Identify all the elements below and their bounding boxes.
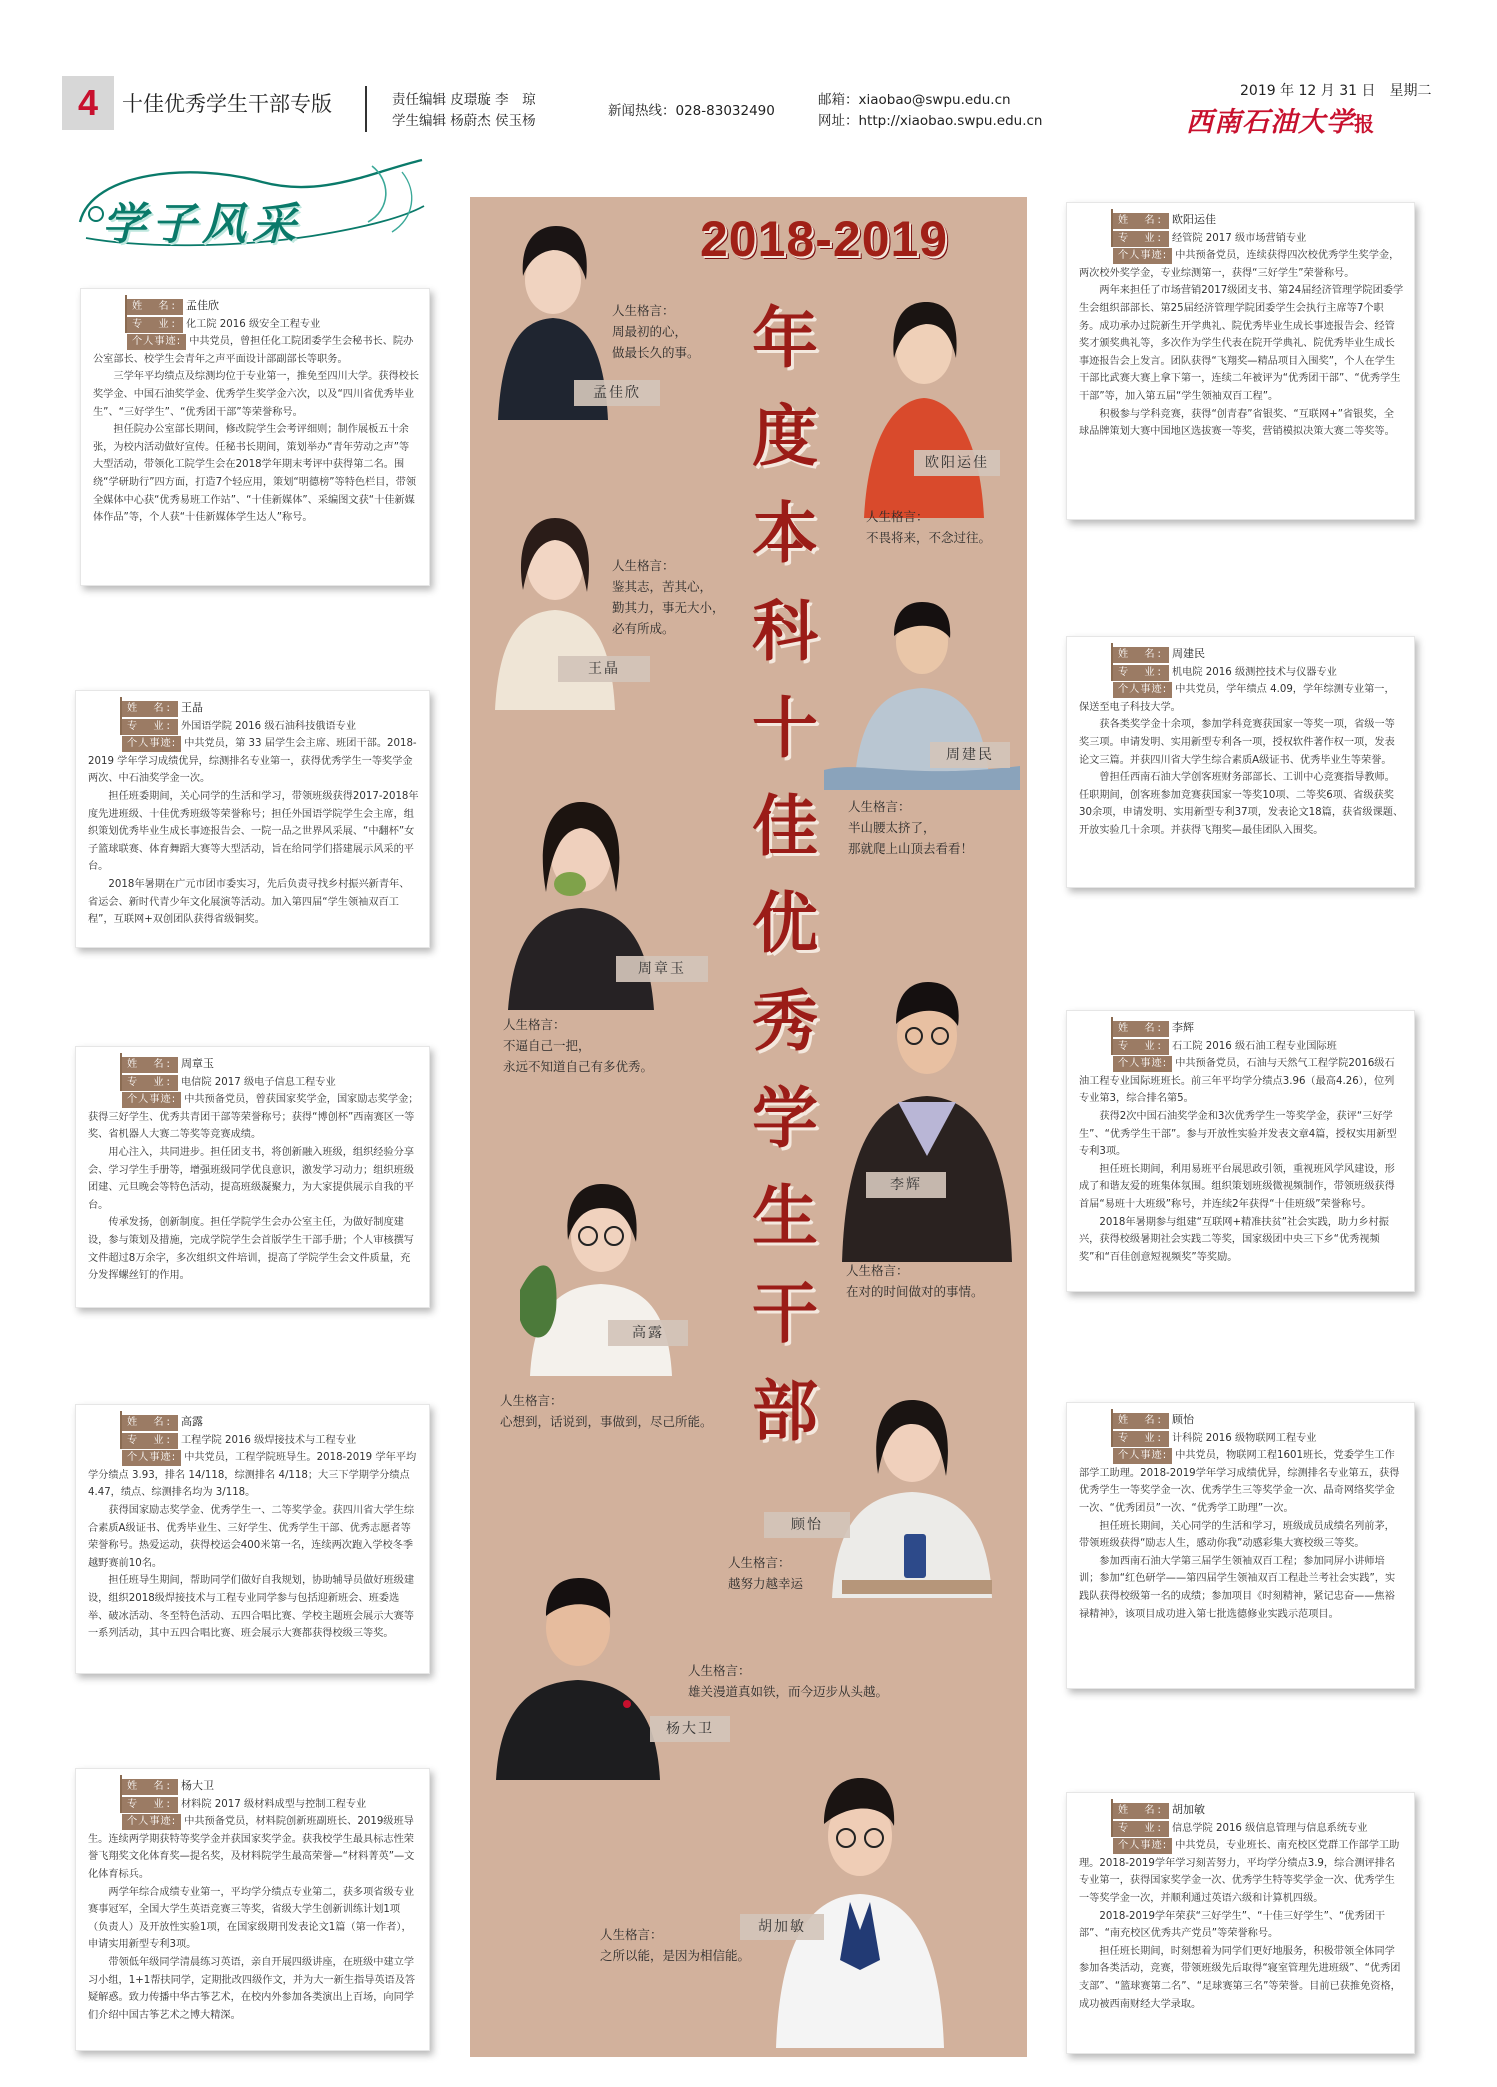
name-row [1079,211,1404,230]
profile-card [1066,1792,1415,2054]
email-line: 邮箱：xiaobao@swpu.edu.cn [818,92,1011,108]
name-row [88,699,419,718]
deeds-text: 中共党员，物联网工程1601班长，党委学生工作部学工助理。2018-2019学年学习成绩优异，综测排名专业第五，获得优秀学生一等奖学金一次、优秀学生三等奖学金一次、晶奇网络奖学金一次、“优秀团员”一次、“优秀学工助理”一次。 [1079,1450,1400,1514]
title-char: 秀 [752,981,818,1060]
student-major: 外国语学院 2016 级石油科技俄语专业 [181,720,357,732]
student-name: 李辉 [1172,1021,1194,1034]
title-char: 度 [752,396,818,475]
student-major: 电信院 2017 级电子信息工程专业 [181,1076,336,1088]
student-major: 信息学院 2016 级信息管理与信息系统专业 [1172,1822,1368,1834]
deeds-intro [1079,1055,1404,1108]
student-name: 顾怡 [1172,1413,1194,1426]
motto-label: 人生格言： [612,303,675,318]
motto-line: 不逼自己一把， [503,1038,591,1053]
name-row [93,297,419,316]
deeds-tag: 个人事迹: [127,334,186,350]
name-tag: 姓 名: [122,1057,178,1073]
motto-line: 之所以能，是因为相信能。 [600,1948,751,1963]
deeds-paragraph: 担任院办公室部长期间，修改院学生会考评细则；制作展板五十余张，为校内活动做好宣传。任秘书长期间，策划举办“青年劳动之声”等大型活动，带领化工院学生会在2018学年期末考评中获得第二名。围绕“学研助行”四方面，打造7个轻应用，策划“明德榜”等特色栏目，带领全媒体中心获“优秀易班工作站”、“十佳新媒体”、采编图文获“十佳新媒体作品”等，个人获“十佳新媒体学生达人”称号。 [93,424,417,524]
motto-line: 越努力越幸运 [728,1576,804,1591]
title-char: 十 [752,689,818,767]
portrait-photo [492,1560,664,1780]
name-tag: 姓 名: [1113,1021,1169,1037]
profile-card [1066,202,1415,520]
portrait-name: 周建民 [930,742,1010,768]
profile-card [1066,636,1415,888]
portrait-photo [772,1760,948,2048]
motto-label: 人生格言： [503,1017,566,1032]
motto-line: 做最长久的事。 [612,345,700,360]
page-header [0,0,1497,150]
badge-text: 学子风采 [102,199,302,250]
deeds-tag: 个人事迹: [122,1450,181,1466]
name-row [88,1055,419,1074]
motto-line: 雄关漫道真如铁，而今迈步从头越。 [688,1684,889,1699]
motto-block [600,1924,750,1966]
portrait-name: 欧阳运佳 [914,450,1000,476]
deeds-tag: 个人事迹: [1113,1838,1172,1854]
profile-card [75,690,430,948]
major-row [1079,664,1404,682]
deeds-text: 中共党员，曾担任化工院团委学生会秘书长、院办公室部长、校学生会青年之声平面设计部副部长等职务。 [93,336,414,365]
title-char: 优 [752,884,818,962]
portrait-photo [838,966,1016,1262]
student-name: 欧阳运佳 [1172,213,1216,226]
major-row [88,718,419,736]
motto-label: 人生格言： [848,799,911,814]
student-major: 材料院 2017 级材料成型与控制工程专业 [181,1798,367,1810]
deeds-paragraph: 获各类奖学金十余项，参加学科竞赛获国家一等奖一项，省级一等奖三项。申请发明、实用新型专利各一项，授权软件著作权一项，发表论文三篇。并获四川省大学生综合素质A级证书、优秀毕业生等荣誉。 [1079,719,1395,766]
name-row [1079,1019,1404,1038]
major-tag: 专 业: [122,719,178,735]
portrait-name: 李辉 [866,1172,946,1198]
title-char: 科 [752,591,818,670]
section-badge [72,152,432,264]
motto-line: 鉴其志，苦其心， [612,579,713,594]
student-major: 工程学院 2016 级焊接技术与工程专业 [181,1434,357,1446]
title-char: 部 [752,1371,818,1450]
major-tag: 专 业: [122,1797,178,1813]
name-row [88,1413,419,1432]
motto-label: 人生格言： [688,1663,751,1678]
name-tag: 姓 名: [122,1779,178,1795]
motto-block [846,1260,984,1302]
deeds-text: 中共预备党员，连续获得四次校优秀学生奖学金，两次校外奖学金，专业综测第一，获得“三好学生”荣誉称号。 [1079,250,1400,279]
student-major: 经管院 2017 级市场营销专业 [1172,232,1307,244]
deeds-intro [88,1813,419,1883]
header-divider [365,86,367,132]
deeds-paragraph: 传承发扬，创新制度。担任学院学生会办公室主任，为做好制度建设，参与策划及措施，完成学院学生会首版学生干部手册；个人审核撰写文件超过8万余字，多次组织文件培训，提高了学院学生会文件质量，充分发挥螺丝钉的作用。 [88,1217,414,1282]
major-tag: 专 业: [1113,665,1169,681]
editors-line-1: 责任编辑 皮璟璇 李 琼 [392,92,536,108]
major-tag: 专 业: [1113,1821,1169,1837]
deeds-intro [1079,247,1404,282]
deeds-tag: 个人事迹: [1113,1448,1172,1464]
deeds-intro [93,333,419,368]
portrait-name: 高露 [608,1320,688,1346]
masthead-logo [1186,100,1375,139]
deeds-intro [88,1449,419,1502]
deeds-paragraph: 担任班长期间，利用易班平台展思政引领，重视班风学风建设，形成了和谐友爱的班集体氛围。组织策划班级微视频制作，带领班级获得首届“易班十大班级”称号，并连续2年获得“十佳班级”荣誉称号。 [1079,1163,1395,1210]
deeds-paragraph: 积极参与学科竞赛，获得“创青春”省银奖、“互联网+”省银奖，全球品牌策划大赛中国地区选拔赛一等奖，营销模拟决策大赛二等奖等。 [1079,408,1395,438]
major-row [93,316,419,334]
deeds-intro [88,1091,419,1144]
motto-label: 人生格言： [728,1555,791,1570]
portrait-photo [858,288,990,518]
name-tag: 姓 名: [1113,647,1169,663]
deeds-paragraph: 2018年暑期参与组建“互联网+精准扶贫”社会实践，助力乡村振兴，获得校级暑期社会实践二等奖，国家级团中央三下乡“优秀视频奖”和“百佳创意短视频奖”等奖励。 [1079,1216,1389,1263]
deeds-paragraph: 2018年暑期在广元市团市委实习，先后负责寻找乡村振兴新青年、省运会、新时代青少年文化展演等活动。加入第四届“学生领袖双百工程”，互联网+双创团队获得省级铜奖。 [88,878,410,926]
name-row [1079,1411,1404,1430]
deeds-tag: 个人事迹: [122,736,181,752]
deeds-intro [88,735,419,788]
deeds-text: 中共党员，专业班长、南充校区党群工作部学工助理。2018-2019学年学习刻苦努力，平均学分绩点3.9，综合测评排名专业第一，获得国家奖学金一次、优秀学生特等奖学金一次、优秀学生一等奖学金一次，并顺利通过英语六级和计算机四级。 [1079,1840,1400,1904]
profile-card [80,288,430,586]
title-char: 生 [752,1176,818,1255]
major-tag: 专 业: [1113,1039,1169,1055]
deeds-paragraph: 两年来担任了市场营销2017级团支书、第24届经济管理学院团委学生会组织部部长、第25届经济管理学院团委学生会执行主席等7个职务。成功承办过院新生开学典礼、院优秀毕业生成长事迹报告会、经管奖才颁奖典礼等，多次作为学生代表在院开学典礼、院优秀毕业生成长事迹报告会上发言。团队获得“飞翔奖—精品项目入围奖”，个人在学生干部比武赛大赛上拿下第一，连续二年被评为“优秀团干部”、“优秀学生干部”等，加入第五届“学生领袖双百工程”。 [1079,285,1404,402]
year-title: 2018-2019 [700,211,949,267]
motto-line: 那就爬上山顶去看看！ [848,841,974,856]
deeds-tag: 个人事迹: [1113,682,1172,698]
name-row [1079,645,1404,664]
motto-line: 半山腰太挤了， [848,820,936,835]
deeds-paragraph: 担任班长期间，时刻想着为同学们更好地服务，积极带领全体同学参加各类活动，竞赛，带领班级先后取得“寝室管理先进班级”、“优秀团支部”、“篮球赛第二名”、“足球赛第三名”等荣誉。目前已获推免资格，成功被西南财经大学录取。 [1079,1945,1401,2010]
deeds-text: 中共党员，学年绩点 4.09，学年综测专业第一，保送至电子科技大学。 [1079,684,1395,713]
motto-line: 周最初的心， [612,324,688,339]
name-row [1079,1801,1404,1820]
student-name: 周建民 [1172,647,1205,660]
motto-block [848,796,973,859]
deeds-paragraph: 三学年平均绩点及综测均位于专业第一，推免至四川大学。获得校长奖学金、中国石油奖学金、优秀学生奖学金六次，以及“四川省优秀毕业生”、“三好学生”、“优秀团干部”等荣誉称号。 [93,371,420,418]
deeds-paragraph: 获得2次中国石油奖学金和3次优秀学生一等奖学金，获评“三好学生”、“优秀学生干部”。参与开放性实验并发表文章4篇，授权实用新型专利3项。 [1079,1110,1397,1158]
student-name: 周章玉 [181,1057,214,1070]
motto-block [500,1390,713,1432]
portrait-name: 孟佳欣 [574,380,660,406]
major-row [88,1074,419,1092]
motto-line: 永远不知道自己有多优秀。 [503,1059,654,1074]
motto-line: 勤其力，事无大小， [612,600,725,615]
motto-label: 人生格言： [612,558,675,573]
major-tag: 专 业: [1113,231,1169,247]
student-name: 胡加敏 [1172,1803,1205,1816]
deeds-intro [1079,1447,1404,1517]
deeds-paragraph: 担任班委期间，关心同学的生活和学习，带领班级获得2017-2018年度先进班级、十佳优秀班级等荣誉称号；担任外国语学院学生会主席，组织策划优秀毕业生成长事迹报告会、一院一品之世界风采展、“中翻杯”女子篮球联赛、体育舞蹈大赛等大型活动，旨在给同学们搭建展示风采的平台。 [88,790,419,873]
profile-card [1066,1010,1415,1292]
major-row [1079,1820,1404,1838]
major-tag: 专 业: [122,1075,178,1091]
vertical-title [730,290,840,1460]
deeds-text: 中共党员，工程学院班导生。2018-2019 学年平均学分绩点 3.93，排名 14/118，综测排名 4/118；大三下学期学分绩点 4.47，绩点、综测排名均为 3/118。 [88,1452,417,1499]
portrait-photo [812,1384,1012,1598]
name-tag: 姓 名: [122,1415,178,1431]
student-major: 机电院 2016 级测控技术与仪器专业 [1172,666,1337,678]
deeds-paragraph: 曾担任西南石油大学创客班财务部部长、工训中心竞赛指导教师。任职期间，创客班参加竞赛获国家一等奖10项、二等奖6项、省级获奖30余项，申请发明、实用新型专利37项，发表论文18篇，获省级课题、开放实验几十余项。并获得飞翔奖—最佳团队入围奖。 [1079,772,1404,836]
deeds-tag: 个人事迹: [122,1092,181,1108]
name-tag: 姓 名: [127,299,183,315]
major-row [88,1796,419,1814]
motto-label: 人生格言： [500,1393,563,1408]
major-row [1079,230,1404,248]
deeds-intro [1079,1837,1404,1907]
student-major: 化工院 2016 级安全工程专业 [186,318,321,330]
student-name: 杨大卫 [181,1779,214,1792]
deeds-paragraph: 带领低年级同学清晨练习英语，亲自开展四级讲座，在班级中建立学习小组，1+1帮扶同学，定期批改四级作文，并为大一新生指导英语及答疑解惑。致力传播中华古筝艺术，在校内外参加各类演出上百场，向同学们介绍中国古筝艺术之博大精深。 [88,1956,416,2021]
deeds-text: 中共预备党员，石油与天然气工程学院2016级石油工程专业国际班班长。前三年平均学分绩点3.96（最高4.26），位列专业第3，综合排名第5。 [1079,1058,1395,1105]
portrait-name: 王晶 [558,656,650,682]
deeds-intro [1079,681,1404,716]
major-row [1079,1430,1404,1448]
editors-line-2: 学生编辑 杨蔚杰 侯玉杨 [392,113,536,129]
motto-block [728,1552,803,1594]
deeds-tag: 个人事迹: [1113,1056,1172,1072]
name-tag: 姓 名: [1113,1803,1169,1819]
major-tag: 专 业: [122,1433,178,1449]
student-name: 高露 [181,1415,203,1428]
section-title: 十佳优秀学生干部专版 [122,92,332,116]
deeds-paragraph: 2018-2019学年荣获“三好学生”、“十佳三好学生”、“优秀团干部”、“南充校区优秀共产党员”等荣誉称号。 [1079,1910,1386,1940]
student-major: 计科院 2016 级物联网工程专业 [1172,1432,1317,1444]
motto-line: 不畏将来，不念过往。 [866,530,992,545]
deeds-text: 中共党员，第 33 届学生会主席、班团干部。2018-2019 学年学习成绩优异，综测排名专业第一，获得优秀学生一等奖学金两次、中石油奖学金一次。 [88,738,417,785]
motto-block [612,555,725,639]
portrait-name: 周章玉 [616,956,708,982]
masthead-text: 西南石油大学 [1186,107,1354,138]
student-name: 王晶 [181,701,203,714]
masthead-suffix: 报 [1354,112,1375,136]
page-number: 4 [62,76,114,130]
motto-label: 人生格言： [866,509,929,524]
motto-block [612,300,700,363]
issue-date: 2019 年 12 月 31 日 星期二 [1240,83,1432,99]
deeds-paragraph: 两学年综合成绩专业第一，平均学分绩点专业第二，获多项省级专业赛事冠军，全国大学生英语竞赛三等奖，省级大学生创新训练计划1项（负责人）及开放性实验1项，在国家级期刊发表论文1篇（第一作者），申请实用新型专利3项。 [88,1886,415,1951]
website-line: 网址：http://xiaobao.swpu.edu.cn [818,113,1043,129]
motto-line: 心想到，话说到，事做到，尽己所能。 [500,1414,713,1429]
title-char: 年 [752,299,818,377]
name-tag: 姓 名: [122,701,178,717]
deeds-paragraph: 参加西南石油大学第三届学生领袖双百工程；参加同屏小讲师培训；参加“红色研学——第四届学生领袖双百工程赴兰考社会实践”，实践队获得校级第一名的成绩；参加项目《时刻精神，紧记忠奋——焦裕禄精神》，该项目成功进入第七批选德修业实践示范项目。 [1079,1555,1396,1620]
deeds-paragraph: 用心注入，共同进步。担任团支书，将创新融入班级，组织经验分享会、学习学生手册等，增强班级同学优良意识，激发学习动力；组织班级团建、元旦晚会等特色活动，提高班级凝聚力，为大家提供展示自我的平台。 [88,1146,415,1211]
name-tag: 姓 名: [1113,1413,1169,1429]
profile-card [75,1768,430,2051]
motto-block [866,506,991,548]
deeds-text: 中共预备党员，曾获国家奖学金，国家励志奖学金；获得三好学生、优秀共青团干部等荣誉称号；获得“博创杯”西南赛区一等奖、省机器人大赛二等奖等竞赛成绩。 [88,1094,419,1141]
profile-card [75,1404,430,1674]
deeds-text: 中共预备党员，材料院创新班副班长、2019级班导生。连续两学期获特等奖学金并获国家奖学金。获我校学生最具标志性荣誉飞翔奖文化体育奖—提名奖，及材料院学生最高荣誉—“材料菁英”—文化体育标兵。 [88,1816,415,1880]
title-char: 佳 [752,786,818,865]
profile-card [75,1046,430,1308]
motto-block [688,1660,888,1702]
major-tag: 专 业: [1113,1431,1169,1447]
motto-label: 人生格言： [846,1263,909,1278]
motto-block [503,1014,653,1077]
title-char: 本 [752,494,818,572]
portrait-name: 顾怡 [764,1512,850,1538]
major-row [1079,1038,1404,1056]
profile-card [1066,1402,1415,1689]
deeds-paragraph: 获得国家励志奖学金、优秀学生一、二等奖学金。获四川省大学生综合素质A级证书、优秀毕业生、三好学生、优秀学生干部、优秀志愿者等荣誉称号。热爱运动，获得校运会400米第一名，连续两次跑入学校冬季越野赛前10名。 [88,1504,415,1569]
portrait-name: 胡加敏 [740,1914,824,1940]
motto-label: 人生格言： [600,1927,663,1942]
major-row [88,1432,419,1450]
name-tag: 姓 名: [1113,213,1169,229]
deeds-paragraph: 担任班长期间，关心同学的生活和学习，班级成员成绩名列前茅，带领班级获得“励志人生，感动你我”动感彩集大赛校级三等奖。 [1079,1520,1395,1550]
student-name: 孟佳欣 [186,299,219,312]
title-char: 干 [752,1274,818,1352]
deeds-paragraph: 担任班导生期间，帮助同学们做好自我规划，协助辅导员做好班级建设，组织2018级焊接技术与工程专业同学参与包括迎新班会、班委选举、破冰活动、冬至特色活动、五四合唱比赛、学校主题班会展示大赛等一系列活动，其中五四合唱比赛、班会展示大赛都获得校级三等奖。 [88,1575,415,1640]
portrait-name: 杨大卫 [650,1716,730,1742]
motto-line: 在对的时间做对的事情。 [846,1284,984,1299]
deeds-tag: 个人事迹: [1113,248,1172,264]
motto-line: 必有所成。 [612,621,675,636]
news-hotline: 新闻热线：028-83032490 [608,103,775,119]
title-char: 学 [752,1079,818,1157]
student-major: 石工院 2016 级石油工程专业国际班 [1172,1040,1337,1052]
deeds-tag: 个人事迹: [122,1814,181,1830]
name-row [88,1777,419,1796]
major-tag: 专 业: [127,317,183,333]
